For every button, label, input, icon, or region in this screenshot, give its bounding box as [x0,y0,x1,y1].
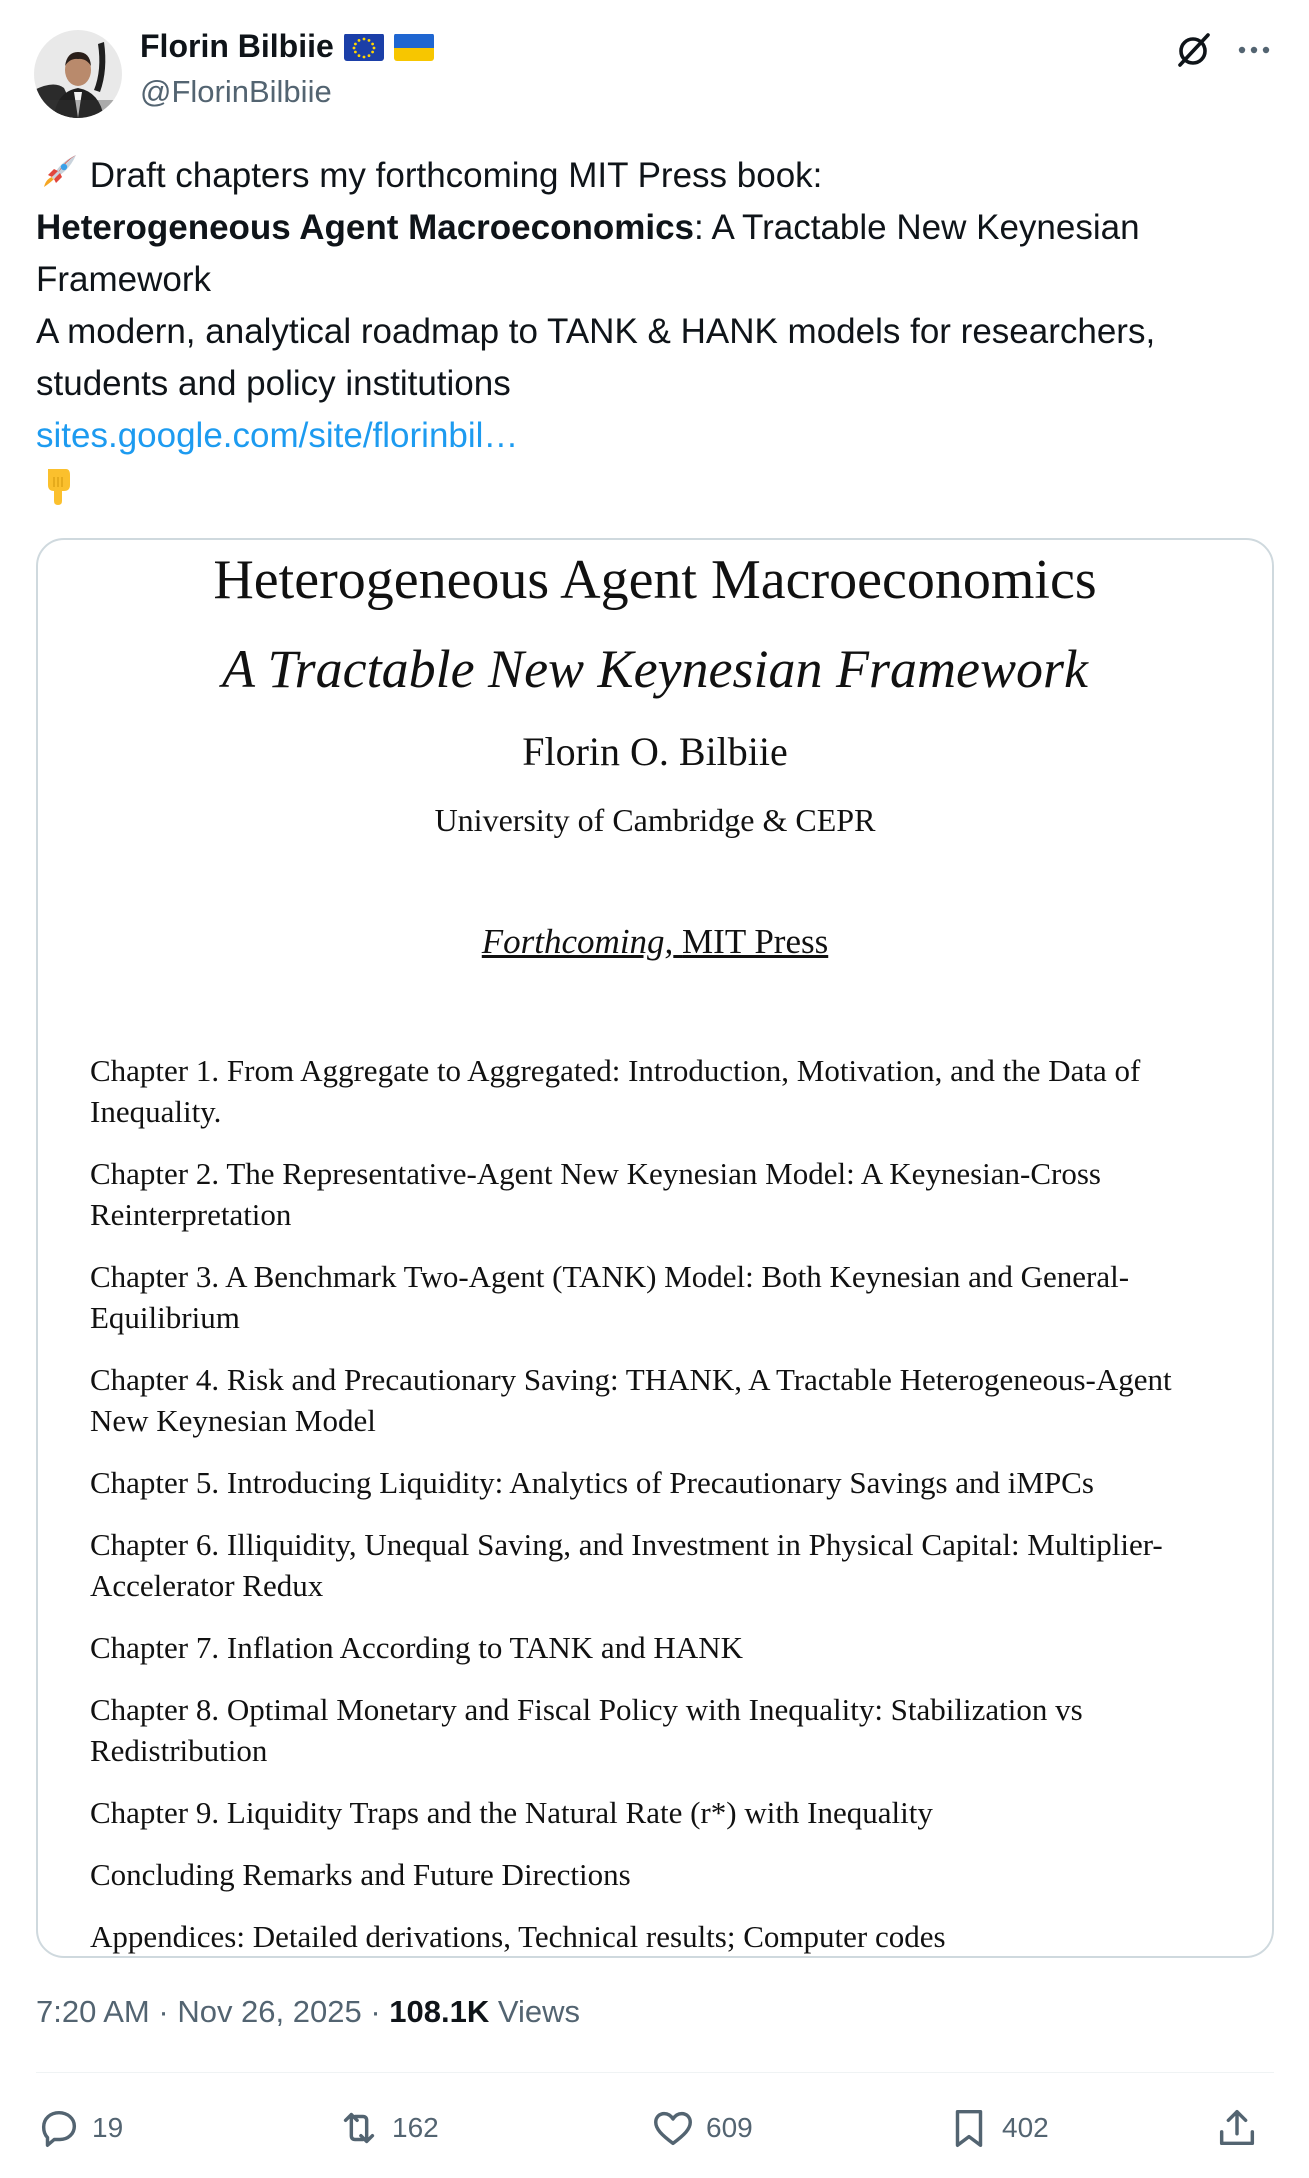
book-cover [38,540,1272,1956]
post-line-5: students and policy institutions [36,364,511,403]
chapter-item [90,1854,1240,1895]
chapter-item [90,1153,1240,1235]
divider [36,2072,1274,2073]
chapter-line-1: Concluding Remarks and Future Directions [90,1857,631,1892]
cover-publisher-prefix: Forthcoming, [481,922,674,961]
post-line-emoji [36,462,1276,514]
author-handle[interactable]: @FlorinBilbiie [140,74,332,109]
chapter-item [90,1524,1240,1606]
views-label: Views [489,1994,581,2029]
post-time[interactable]: 7:20 AM [36,1994,150,2029]
pointing-down-icon [36,463,80,507]
post-link[interactable]: sites.google.com/site/florinbil… [36,416,519,455]
post-line-2 [36,202,1276,254]
chapter-line-1: Chapter 5. Introducing Liquidity: Analytics of Precautionary Savings and iMPCs [90,1465,1094,1500]
reply-button[interactable] [36,2094,123,2162]
share-icon [1214,2105,1260,2151]
post-text [36,150,1276,514]
chapter-item [90,1359,1240,1441]
chapter-line-2: Equilibrium [90,1300,240,1335]
chapter-list [90,1050,1240,1957]
author-name-row[interactable] [140,28,434,65]
rocket-icon [36,151,80,195]
chapter-line-2: Reinterpretation [90,1197,292,1232]
chapter-item [90,1689,1240,1771]
post-title-rest: : A Tractable New Keynesian [694,208,1140,247]
like-count: 609 [706,2112,753,2143]
heart-icon [650,2105,696,2151]
chapter-line-2: Inequality. [90,1094,222,1129]
avatar-photo [34,30,122,118]
chapter-item [90,1916,1240,1957]
meta-separator-2: · [361,1994,390,2029]
views-count: 108.1K [389,1994,490,2029]
repost-icon [336,2105,382,2151]
chapter-item [90,1792,1240,1833]
chapter-line-1: Chapter 9. Liquidity Traps and the Natural Rate (r*) with Inequality [90,1795,933,1830]
cover-author: Florin O. Bilbiie [522,729,788,774]
ukraine-flag-icon [394,33,434,61]
chapter-item [90,1462,1240,1503]
chapter-line-2: Redistribution [90,1733,268,1768]
post-line-3: Framework [36,260,212,299]
chapter-line-1: Chapter 4. Risk and Precautionary Saving: THANK, A Tractable Heterogeneous-Agent [90,1362,1172,1397]
cover-affiliation: University of Cambridge & CEPR [434,802,876,838]
cover-publisher [38,922,1272,962]
share-button[interactable] [1214,2094,1260,2162]
bookmark-icon [946,2105,992,2151]
chapter-line-1: Appendices: Detailed derivations, Technical results; Computer codes [90,1919,946,1954]
post-meta [36,1994,580,2030]
post-line-4: A modern, analytical roadmap to TANK & HANK models for researchers, [36,312,1156,351]
repost-count: 162 [392,2112,439,2143]
reply-count: 19 [92,2112,124,2143]
like-button[interactable] [650,2094,753,2162]
cover-subtitle: A Tractable New Keynesian Framework [222,639,1088,699]
bookmark-button[interactable] [946,2094,1049,2162]
reply-icon [36,2105,82,2151]
attached-image[interactable] [36,538,1274,1958]
cover-publisher-name: MIT Press [682,922,829,961]
chapter-line-1: Chapter 6. Illiquidity, Unequal Saving, and Investment in Physical Capital: Multiplier- [90,1527,1163,1562]
chapter-line-2: Accelerator Redux [90,1568,324,1603]
grok-icon[interactable] [1172,28,1216,72]
repost-button[interactable] [336,2094,439,2162]
chapter-line-1: Chapter 1. From Aggregate to Aggregated: Introduction, Motivation, and the Data of [90,1053,1141,1088]
meta-separator: · [149,1994,178,2029]
post-date[interactable]: Nov 26, 2025 [177,1994,362,2029]
chapter-line-2: New Keynesian Model [90,1403,376,1438]
chapter-line-1: Chapter 7. Inflation According to TANK and HANK [90,1630,743,1665]
chapter-item [90,1256,1240,1338]
chapter-line-1: Chapter 2. The Representative-Agent New Keynesian Model: A Keynesian-Cross [90,1156,1101,1191]
post-line-1 [36,150,1276,202]
chapter-line-1: Chapter 3. A Benchmark Two-Agent (TANK) Model: Both Keynesian and General- [90,1259,1130,1294]
more-options-icon[interactable] [1232,28,1276,72]
post-book-title: Heterogeneous Agent Macroeconomics [36,208,695,247]
eu-flag-icon [344,33,384,61]
bookmark-count: 402 [1002,2112,1049,2143]
author-name[interactable]: Florin Bilbiie [140,28,334,64]
post-intro: Draft chapters my forthcoming MIT Press book: [89,156,823,195]
chapter-item [90,1050,1240,1132]
cover-title: Heterogeneous Agent Macroeconomics [213,549,1097,611]
chapter-line-1: Chapter 8. Optimal Monetary and Fiscal Policy with Inequality: Stabilization vs [90,1692,1083,1727]
avatar[interactable] [34,30,122,118]
chapter-item [90,1627,1240,1668]
action-bar [36,2094,1274,2162]
